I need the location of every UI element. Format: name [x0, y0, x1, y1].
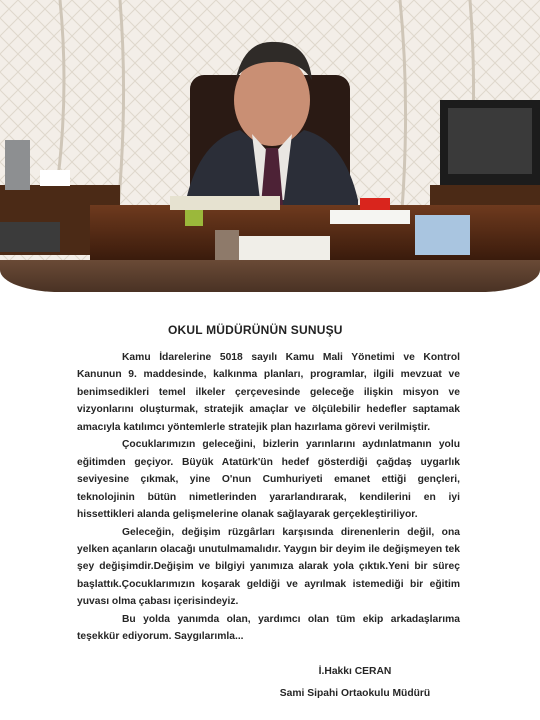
principal-photo: [0, 0, 540, 292]
paragraph: Geleceğin, değişim rüzgârları karşısında direnenlerin değil, ona yelken açanların olacağı unutulmamalıdır. Yaygın bir deyim ile değişmeyen tek şey değişimdir.Değişim ve bilgiyi yanımıza alarak yola çıktık.Yeni bir süreç başlattık.Çocuklarımızın koşarak geldiği ve ayrılmak istemediği bir eğitim yuvası olma çabası içerisindeyiz.: [77, 526, 460, 608]
page-title: OKUL MÜDÜRÜNÜN SUNUŞU: [168, 323, 343, 337]
presentation-text: [77, 349, 460, 646]
signatory-name: İ.Hakkı CERAN: [318, 666, 392, 677]
paragraph: Çocuklarımızın geleceğini, bizlerin yarınlarını aydınlatmanın yolu eğitimden geçiyor. Büyük Atatürk'ün hedef gösterdiği çağdaş uygarlık seviyesine çıkmak, yine O'nun Cumhuriyeti emanet ettiği gençleri, teknolojinin bütün nimetlerinden yararlandırarak, kendilerini en iyi hissettikleri alanda gelişmelerine olanak sağlayarak gerçekleştiriliyor.: [77, 439, 460, 521]
paragraph: Bu yolda yanımda olan, yardımcı olan tüm ekip arkadaşlarıma teşekkür ediyorum. Saygılarımla...: [77, 613, 460, 643]
signature-block: [250, 661, 460, 705]
paragraph: Kamu İdarelerine 5018 sayılı Kamu Mali Yönetimi ve Kontrol Kanunun 9. maddesinde, kalkınma planları, programlar, ilgili mevzuat ve benimsedikleri temel ilkeler çerçevesinde geleceğe ilişkin misyon ve vizyonlarını oluşturmak, stratejik amaçlar ve ölçülebilir hedefler saptamak amacıyla katılımcı yöntemlerle stratejik plan hazırlama görevi verilmiştir.: [77, 352, 460, 433]
signatory-role: Sami Sipahi Ortaokulu Müdürü: [279, 688, 431, 699]
